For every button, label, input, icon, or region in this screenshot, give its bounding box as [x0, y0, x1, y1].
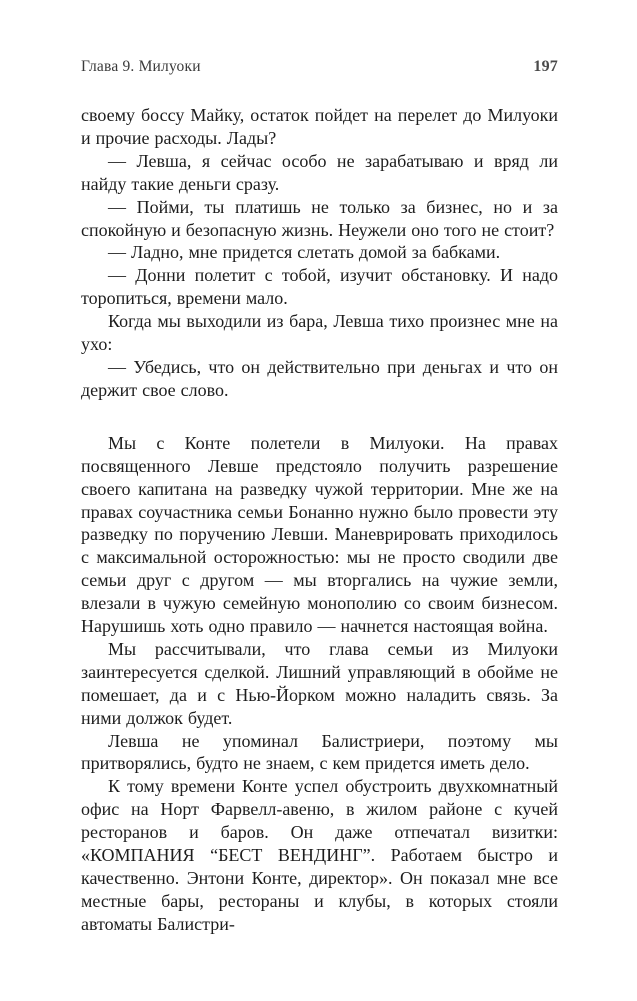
paragraph: — Убедись, что он действительно при деньгах и что он держит свое слово.: [81, 356, 558, 400]
paragraph: — Пойми, ты платишь не только за бизнес, но и за спокойную и безопасную жизнь. Неужели оно того не стоит?: [81, 196, 558, 240]
paragraph: — Левша, я сейчас особо не зарабатываю и вряд ли найду такие деньги сразу.: [81, 150, 558, 194]
paragraph: Мы с Конте полетели в Милуоки. На правах посвященного Левше предстояло получить разрешение своего капитана на разведку чужой территории. Мне же на правах соучастника семьи Бонанно нужно было провести эту разведку по поручению Левши. Маневрировать приходилось с максимальной осторожностью: мы не просто сводили две семьи друг с другом — мы вторгались на чужие земли, влезали в чужую семейную монополию со своим бизнесом. Нарушишь хоть одно правило — начнется настоящая война.: [81, 432, 558, 637]
paragraph: — Ладно, мне придется слетать домой за бабками.: [108, 242, 501, 263]
page-body: [81, 104, 558, 936]
paragraph: Мы рассчитывали, что глава семьи из Милуоки заинтересуется сделкой. Лишний управляющий в обойме не помешает, да и с Нью-Йорком можно наладить связь. За ними должок будет.: [81, 638, 558, 728]
chapter-title: Глава 9. Милуоки: [81, 58, 201, 75]
paragraph: Когда мы выходили из бара, Левша тихо произнес мне на ухо:: [81, 311, 558, 355]
paragraph: своему боссу Майку, остаток пойдет на перелет до Милуоки и прочие расходы. Лады?: [81, 105, 558, 148]
page-content: [81, 58, 558, 936]
paragraph: К тому времени Конте успел обустроить двухкомнатный офис на Норт Фарвелл-авеню, в жилом районе с кучей ресторанов и баров. Он даже отпечатал визитки: «КОМПАНИЯ “БЕСТ ВЕНДИНГ”. Работаем быстро и качественно. Энтони Конте, директор». Он показал мне все местные бары, рестораны и клубы, в которых стояли автоматы Балистри-: [81, 776, 558, 934]
page-number: 197: [533, 58, 558, 75]
paragraph: — Донни полетит с тобой, изучит обстановку. И надо торопиться, времени мало.: [81, 265, 558, 309]
page-header: [81, 58, 558, 76]
paragraph: Левша не упоминал Балистриери, поэтому мы притворялись, будто не знаем, с кем придется иметь дело.: [81, 730, 558, 774]
